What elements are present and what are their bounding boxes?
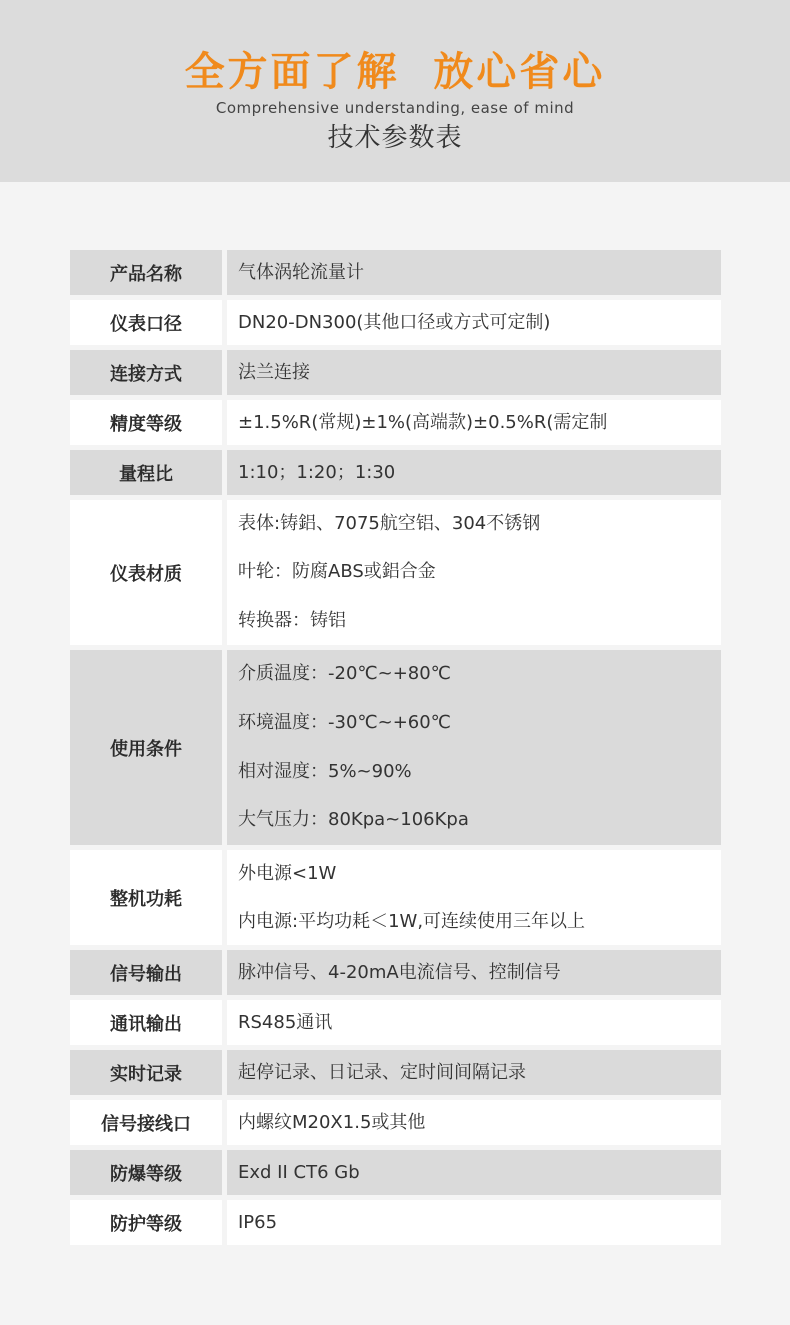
table-row [70, 1100, 721, 1145]
spec-label: 产品名称 [70, 250, 222, 295]
table-row [70, 850, 721, 945]
spec-label: 整机功耗 [70, 850, 222, 945]
spec-value-cell [227, 300, 721, 345]
spec-label: 防护等级 [70, 1200, 222, 1245]
spec-value: IP65 [238, 1212, 278, 1233]
spec-value: 内螺纹M20X1.5或其他 [238, 1112, 426, 1133]
spec-value: 气体涡轮流量计 [238, 262, 364, 283]
spec-value: 起停记录、日记录、定时间间隔记录 [238, 1062, 526, 1083]
spec-value: 脉冲信号、4-20mA电流信号、控制信号 [238, 962, 561, 983]
spec-label: 连接方式 [70, 350, 222, 395]
spec-label: 信号输出 [70, 950, 222, 995]
spec-value: DN20-DN300(其他口径或方式可定制) [238, 312, 551, 333]
spec-label: 使用条件 [70, 650, 222, 845]
spec-value: RS485通讯 [238, 1012, 333, 1033]
spec-value-cell [227, 1000, 721, 1045]
spec-label: 实时记录 [70, 1050, 222, 1095]
spec-label: 仪表口径 [70, 300, 222, 345]
table-row [70, 950, 721, 995]
spec-value: ±1.5%R(常规)±1%(高端款)±0.5%R(需定制 [238, 412, 608, 433]
spec-label: 信号接线口 [70, 1100, 222, 1145]
spec-label: 通讯输出 [70, 1000, 222, 1045]
table-row [70, 1150, 721, 1195]
table-row [70, 350, 721, 395]
table-row [70, 250, 721, 295]
spec-label: 精度等级 [70, 400, 222, 445]
spec-value-cell [227, 350, 721, 395]
page-subheadline: Comprehensive understanding, ease of mind [215, 99, 575, 117]
spec-value: 转换器：铸铝 [238, 609, 346, 631]
spec-value-cell [227, 1200, 721, 1245]
table-row [70, 500, 721, 645]
header-banner [0, 0, 790, 182]
spec-value: 介质温度：-20℃~+80℃ [238, 663, 451, 684]
spec-value-cell [227, 1050, 721, 1095]
spec-table [70, 250, 721, 1250]
spec-value: Exd II CT6 Gb [238, 1162, 360, 1183]
table-row [70, 650, 721, 845]
spec-value: 相对湿度：5%~90% [238, 760, 412, 782]
spec-value-cell [227, 400, 721, 445]
spec-value: 大气压力：80Kpa~106Kpa [238, 809, 469, 831]
spec-value: 外电源<1W [238, 863, 337, 884]
spec-label: 防爆等级 [70, 1150, 222, 1195]
spec-value-cell [227, 500, 721, 645]
section-title: 技术参数表 [327, 123, 463, 153]
spec-label: 仪表材质 [70, 500, 222, 645]
spec-value-cell [227, 450, 721, 495]
spec-value: 表体:铸鋁、7075航空铝、304不锈钢 [238, 513, 541, 534]
table-row [70, 400, 721, 445]
spec-value-cell [227, 250, 721, 295]
spec-value-cell [227, 650, 721, 845]
spec-label: 量程比 [70, 450, 222, 495]
spec-value: 内电源:平均功耗＜1W,可连续使用三年以上 [238, 910, 586, 932]
table-row [70, 450, 721, 495]
table-row [70, 1200, 721, 1245]
spec-value-cell [227, 850, 721, 945]
spec-value-cell [227, 950, 721, 995]
table-row [70, 1000, 721, 1045]
spec-value: 环境温度：-30℃~+60℃ [238, 711, 451, 733]
table-row [70, 1050, 721, 1095]
table-row [70, 300, 721, 345]
spec-value: 法兰连接 [238, 362, 310, 383]
page-headline: 全方面了解 放心省心 [184, 49, 606, 95]
spec-value: 1:10；1:20；1:30 [238, 462, 396, 483]
spec-value-cell [227, 1150, 721, 1195]
spec-value: 叶轮：防腐ABS或鋁合金 [238, 561, 436, 583]
spec-value-cell [227, 1100, 721, 1145]
